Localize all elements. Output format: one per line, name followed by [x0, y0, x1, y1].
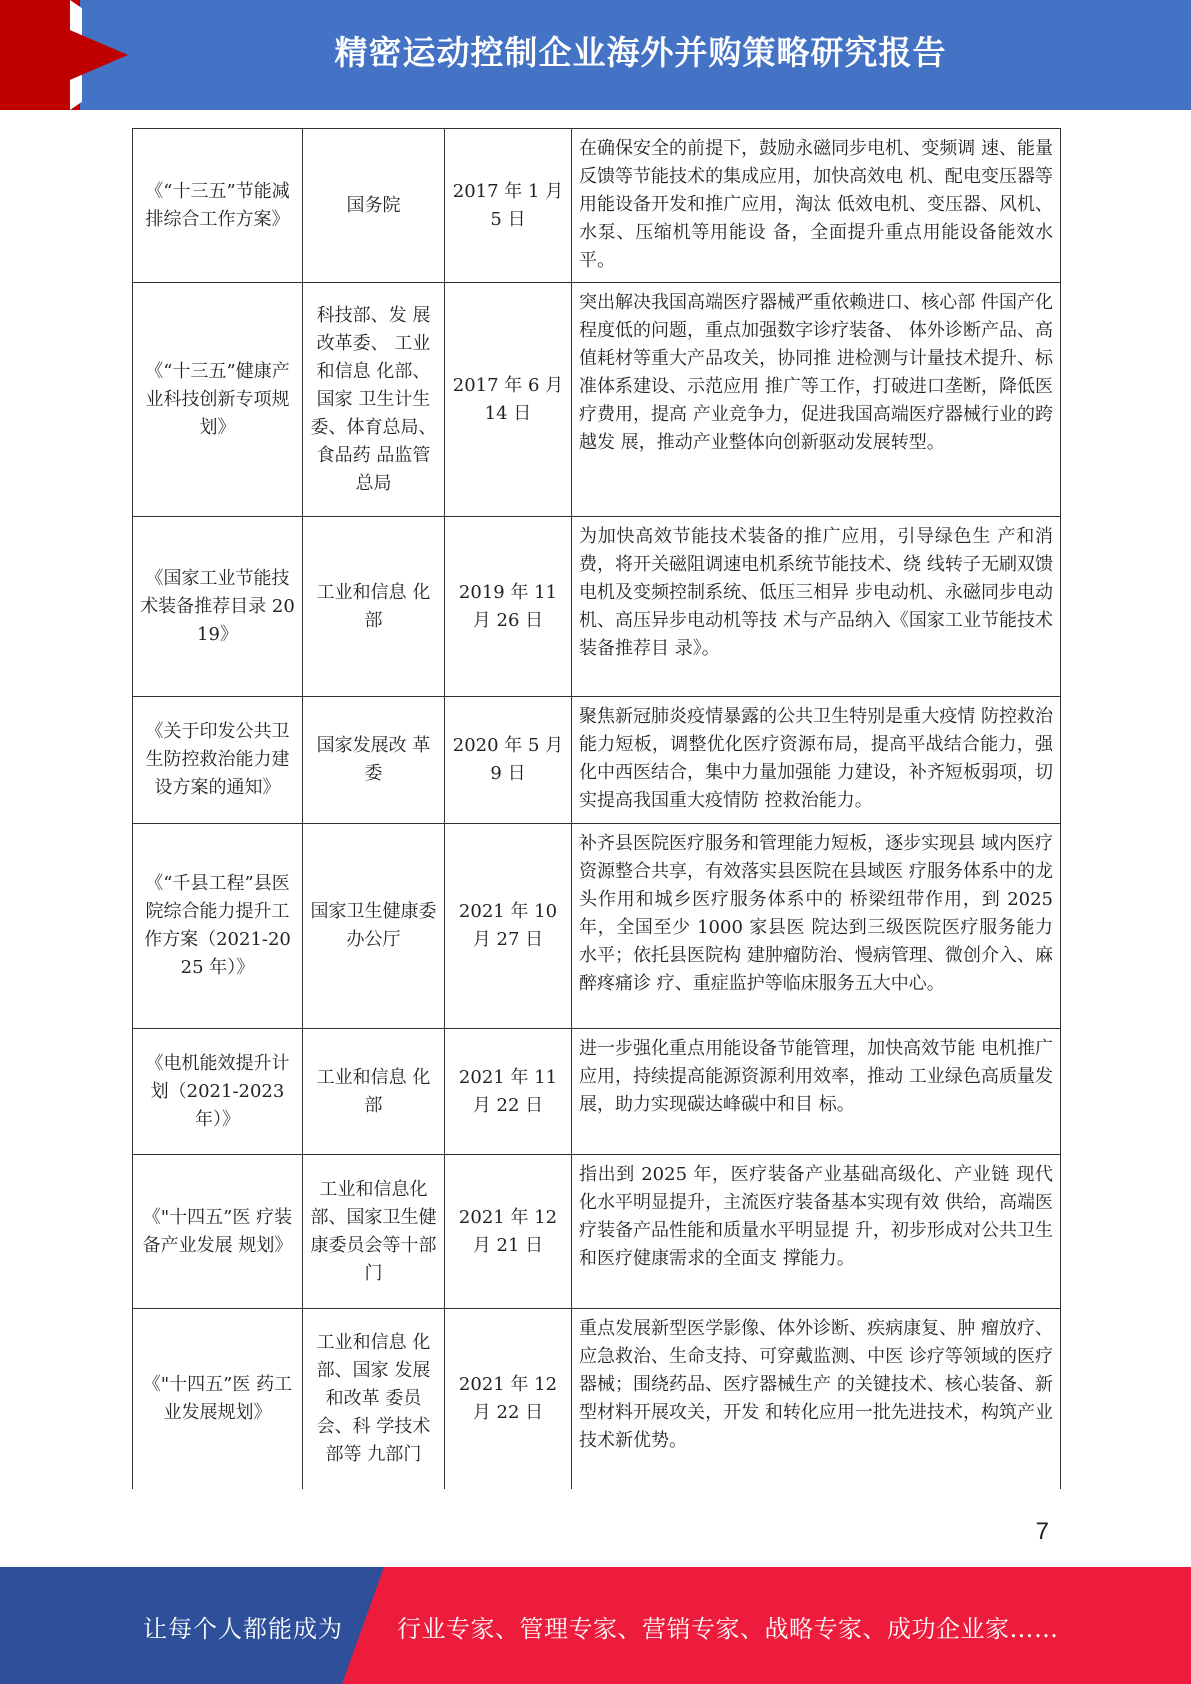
policy-name: 《国家工业节能技术装备推荐目录 2019》	[133, 517, 303, 697]
issuing-org: 国家发展改 革委	[303, 697, 445, 824]
footer-blue-slant	[342, 1567, 384, 1684]
page-footer	[0, 1567, 1191, 1684]
policy-table	[132, 128, 1061, 1489]
issuing-org: 科技部、发 展改革委、 工业和信息 化部、国家 卫生计生委、体育总局、食品药 品监管总局	[303, 283, 445, 517]
policy-name: 《关于印发公共卫生防控救治能力建设方案的通知》	[133, 697, 303, 824]
issue-date: 2020 年 5 月 9 日	[445, 697, 572, 824]
table-row	[133, 1309, 1061, 1489]
document-title: 精密运动控制企业海外并购策略研究报告	[334, 33, 947, 72]
table-row	[133, 1029, 1061, 1155]
issue-date: 2017 年 6 月 14 日	[445, 283, 572, 517]
policy-description: 重点发展新型医学影像、体外诊断、疾病康复、肿 瘤放疗、应急救治、生命支持、可穿戴监测、中医 诊疗等领域的医疗器械；围绕药品、医疗器械生产 的关键技术、核心装备、新型材料开展攻关，开发 和转化应用一批先进技术，构筑产业技术新优势。	[572, 1309, 1061, 1489]
table-row	[133, 517, 1061, 697]
policy-name: 《"十四五”医 疗装备产业发展 规划》	[133, 1155, 303, 1309]
footer-slogan-lead: 让每个人都能成为	[143, 1615, 343, 1643]
page-number: 7	[1035, 1518, 1049, 1545]
table-row	[133, 697, 1061, 824]
policy-name: 《“十三五”健康产业科技创新专项规划》	[133, 283, 303, 517]
table-row	[133, 824, 1061, 1029]
table-row	[133, 283, 1061, 517]
policy-name: 《“十三五”节能减排综合工作方案》	[133, 129, 303, 283]
footer-slogan-roles: 行业专家、管理专家、营销专家、战略专家、成功企业家……	[397, 1615, 1059, 1643]
issuing-org: 工业和信息 化部	[303, 1029, 445, 1155]
header-red-arrow	[0, 0, 128, 110]
issue-date: 2021 年 11 月 22 日	[445, 1029, 572, 1155]
issue-date: 2021 年 12 月 22 日	[445, 1309, 572, 1489]
policy-description: 指出到 2025 年，医疗装备产业基础高级化、产业链 现代化水平明显提升，主流医疗装备基本实现有效 供给，高端医疗装备产品性能和质量水平明显提 升，初步形成对公共卫生和医疗健康需求的全面支 撑能力。	[572, 1155, 1061, 1309]
policy-name: 《“千县工程”县医院综合能力提升工作方案（2021-2025 年）》	[133, 824, 303, 1029]
table-row	[133, 129, 1061, 283]
issue-date: 2017 年 1 月 5 日	[445, 129, 572, 283]
issuing-org: 国务院	[303, 129, 445, 283]
policy-name: 《电机能效提升计划（2021-2023 年）》	[133, 1029, 303, 1155]
issue-date: 2021 年 12 月 21 日	[445, 1155, 572, 1309]
issuing-org: 工业和信息 化部、国家 发展和改革 委员会、科 学技术部等 九部门	[303, 1309, 445, 1489]
policy-description: 突出解决我国高端医疗器械严重依赖进口、核心部 件国产化程度低的问题，重点加强数字诊疗装备、 体外诊断产品、高值耗材等重大产品攻关，协同推 进检测与计量技术提升、标准体系建设、示范应用 推广等工作，打破进口垄断，降低医疗费用，提高 产业竞争力，促进我国高端医疗器械行业的跨越发 展，推动产业整体向创新驱动发展转型。	[572, 283, 1061, 517]
policy-description: 进一步强化重点用能设备节能管理，加快高效节能 电机推广应用，持续提高能源资源利用效率，推动 工业绿色高质量发展，助力实现碳达峰碳中和目 标。	[572, 1029, 1061, 1155]
table-row	[133, 1155, 1061, 1309]
issue-date: 2019 年 11 月 26 日	[445, 517, 572, 697]
policy-description: 在确保安全的前提下，鼓励永磁同步电机、变频调 速、能量反馈等节能技术的集成应用，加快高效电 机、配电变压器等用能设备开发和推广应用，淘汰 低效电机、变压器、风机、水泵、压缩机等用能设 备，全面提升重点用能设备能效水平。	[572, 129, 1061, 283]
issuing-org: 工业和信息 化部	[303, 517, 445, 697]
policy-description: 为加快高效节能技术装备的推广应用，引导绿色生 产和消费，将开关磁阻调速电机系统节能技术、绕 线转子无刷双馈电机及变频控制系统、低压三相异 步电动机、永磁同步电动机、高压异步电动机等技 术与产品纳入《国家工业节能技术装备推荐目 录》。	[572, 517, 1061, 697]
issuing-org: 工业和信息化部、国家卫生健康委员会等十部门	[303, 1155, 445, 1309]
page-header	[0, 0, 1191, 110]
issuing-org: 国家卫生健康委办公厅	[303, 824, 445, 1029]
issue-date: 2021 年 10 月 27 日	[445, 824, 572, 1029]
policy-description: 聚焦新冠肺炎疫情暴露的公共卫生特别是重大疫情 防控救治能力短板，调整优化医疗资源布局，提高平战结合能力，强化中西医结合，集中力量加强能 力建设，补齐短板弱项，切实提高我国重大疫情防 控救治能力。	[572, 697, 1061, 824]
policy-description: 补齐县医院医疗服务和管理能力短板，逐步实现县 域内医疗资源整合共享，有效落实县医院在县域医 疗服务体系中的龙头作用和城乡医疗服务体系中的 桥梁纽带作用，到 2025 年，全国至少 1000 家县医 院达到三级医院医疗服务能力水平；依托县医院构 建肿瘤防治、慢病管理、微创介入、麻醉疼痛诊 疗、重症监护等临床服务五大中心。	[572, 824, 1061, 1029]
policy-name: 《"十四五”医 药工业发展规划》	[133, 1309, 303, 1489]
